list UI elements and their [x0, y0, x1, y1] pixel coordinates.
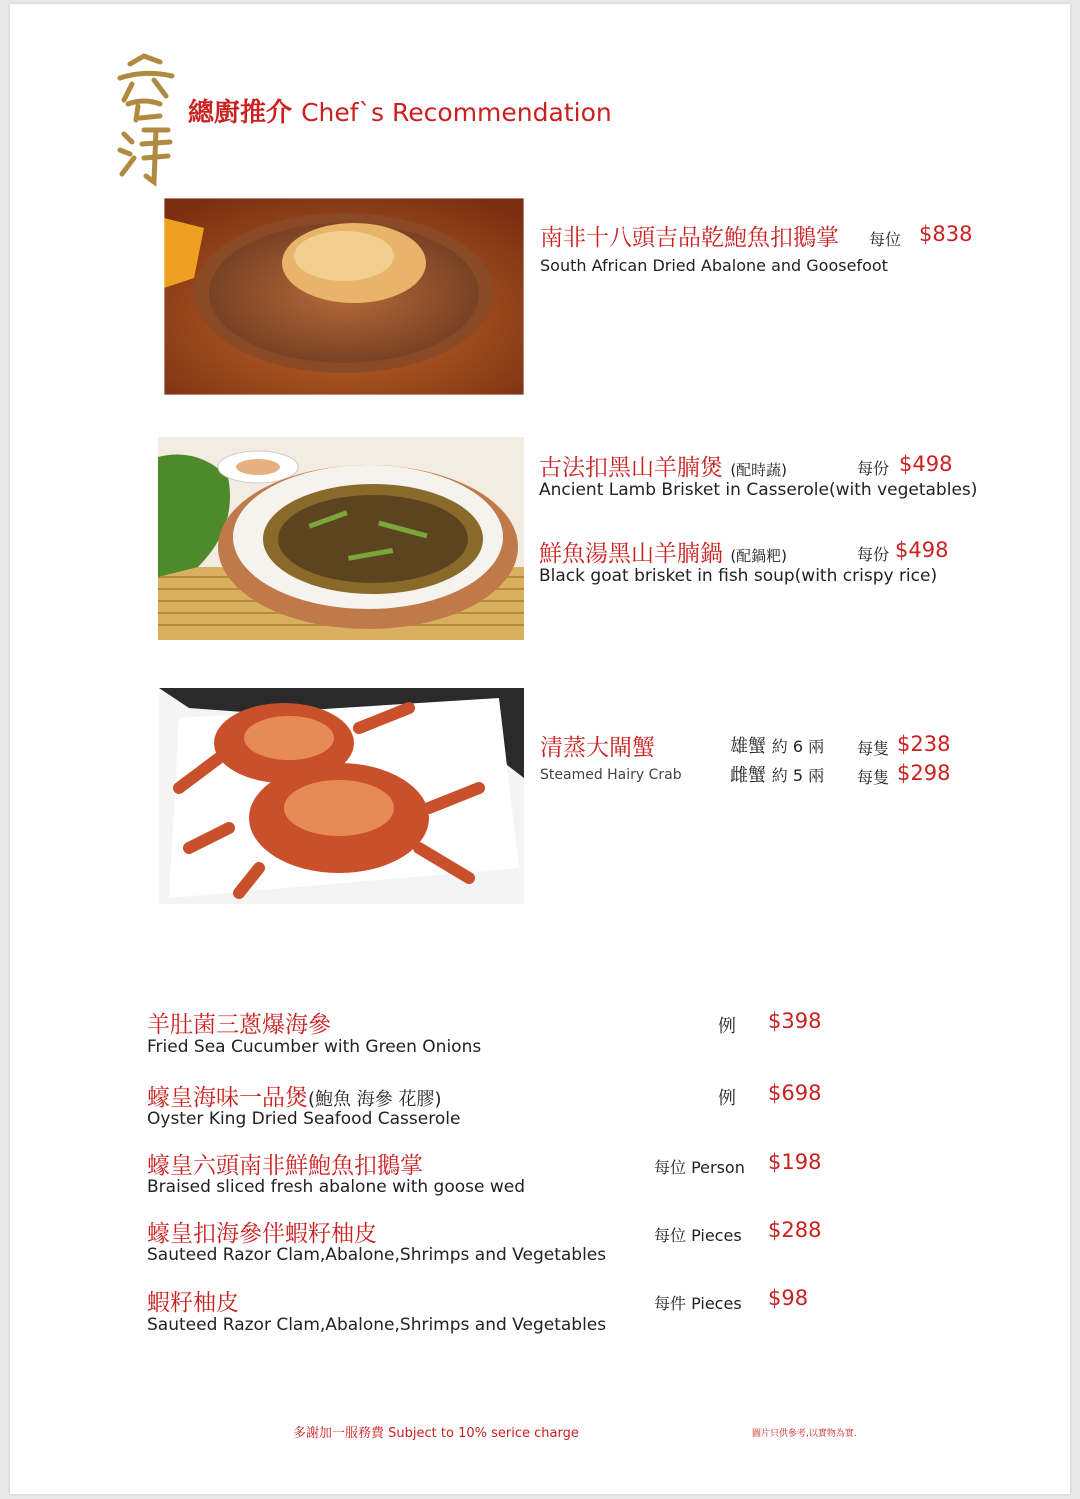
crab-option-weight: 約 6 兩 [771, 737, 825, 756]
featured-3-zh-text: 鮮魚湯黑山羊腩鍋 [539, 541, 723, 567]
hairy-crab-photo [159, 688, 524, 904]
menu-item-1-name-zh: 羊肚菌三蔥爆海參 [147, 1012, 331, 1038]
menu-item-3-unit: 每位 Person [654, 1158, 745, 1177]
crab-option-weight: 約 5 兩 [771, 766, 825, 785]
menu-item-3-price: $198 [768, 1150, 822, 1174]
featured-3-unit: 每份 [857, 545, 890, 564]
page-title [188, 92, 612, 129]
featured-1-name-en: South African Dried Abalone and Goosefoot [540, 256, 888, 275]
photo-disclaimer: 圖片只供參考,以實物為實. [752, 1429, 857, 1439]
menu-item-4-name-en: Sauteed Razor Clam,Abalone,Shrimps and Vegetables [147, 1245, 607, 1265]
featured-2-note: (配時蔬) [730, 461, 788, 479]
featured-2-name-zh [539, 449, 787, 482]
menu-item-1-price: $398 [768, 1009, 822, 1033]
crab-option-female [730, 761, 824, 787]
menu-item-4-price: $288 [768, 1218, 822, 1242]
menu-item-2-name-en: Oyster King Dried Seafood Casserole [147, 1109, 461, 1129]
crab-option-male-price: $238 [897, 732, 951, 756]
menu-item-1-name-en: Fried Sea Cucumber with Green Onions [147, 1037, 482, 1057]
featured-2-unit: 每份 [857, 459, 890, 478]
service-en: Subject to 10% serice charge [388, 1426, 579, 1441]
featured-3-price: $498 [895, 538, 949, 562]
menu-item-5-unit: 每件 Pieces [654, 1294, 742, 1313]
featured-3-name-zh [539, 535, 787, 568]
menu-item-2-zh-text: 蠔皇海味一品煲 [147, 1085, 308, 1111]
crab-option-type: 雄蟹 [730, 736, 766, 757]
menu-item-5-price: $98 [768, 1286, 809, 1310]
restaurant-logo [110, 50, 180, 190]
title-en: Chef`s Recommendation [301, 98, 612, 127]
crab-option-male [730, 732, 824, 758]
menu-item-4-unit: 每位 Pieces [654, 1226, 742, 1245]
service-charge-note [293, 1422, 579, 1441]
lamb-casserole-photo [158, 437, 524, 640]
menu-item-4-name-zh: 蠔皇扣海參伴蝦籽柚皮 [147, 1221, 377, 1247]
menu-item-2-unit: 例 [718, 1088, 736, 1109]
featured-2-name-en: Ancient Lamb Brisket in Casserole(with vegetables) [539, 480, 978, 500]
menu-item-3-name-zh: 蠔皇六頭南非鮮鮑魚扣鵝掌 [147, 1153, 423, 1179]
menu-item-2-name-zh [147, 1079, 442, 1112]
crab-option-female-unit: 每隻 [857, 768, 890, 787]
menu-item-1-unit: 例 [718, 1016, 736, 1037]
abalone-photo [164, 198, 524, 395]
featured-1-name-zh: 南非十八頭吉品乾鮑魚扣鵝掌 [540, 225, 839, 251]
menu-item-2-price: $698 [768, 1081, 822, 1105]
featured-1-unit: 每位 [869, 230, 902, 249]
crab-name-en: Steamed Hairy Crab [540, 767, 682, 783]
menu-item-2-note: (鮑魚 海參 花膠) [308, 1089, 442, 1110]
featured-1-price: $838 [919, 222, 973, 246]
crab-option-male-unit: 每隻 [857, 739, 890, 758]
crab-option-type: 雌蟹 [730, 765, 766, 786]
service-zh: 多謝加一服務費 [293, 1426, 385, 1441]
featured-3-name-en: Black goat brisket in fish soup(with crispy rice) [539, 566, 938, 586]
menu-page [10, 4, 1070, 1494]
menu-item-5-name-zh: 蝦籽柚皮 [147, 1290, 239, 1316]
crab-name-zh: 清蒸大閘蟹 [540, 735, 655, 761]
featured-2-price: $498 [899, 452, 953, 476]
featured-2-zh-text: 古法扣黑山羊腩煲 [539, 455, 723, 481]
menu-item-5-name-en: Sauteed Razor Clam,Abalone,Shrimps and Vegetables [147, 1315, 607, 1335]
featured-3-note: (配鍋粑) [730, 547, 788, 565]
crab-option-female-price: $298 [897, 761, 951, 785]
menu-item-3-name-en: Braised sliced fresh abalone with goose wed [147, 1177, 526, 1197]
title-zh: 總廚推介 [188, 98, 293, 128]
